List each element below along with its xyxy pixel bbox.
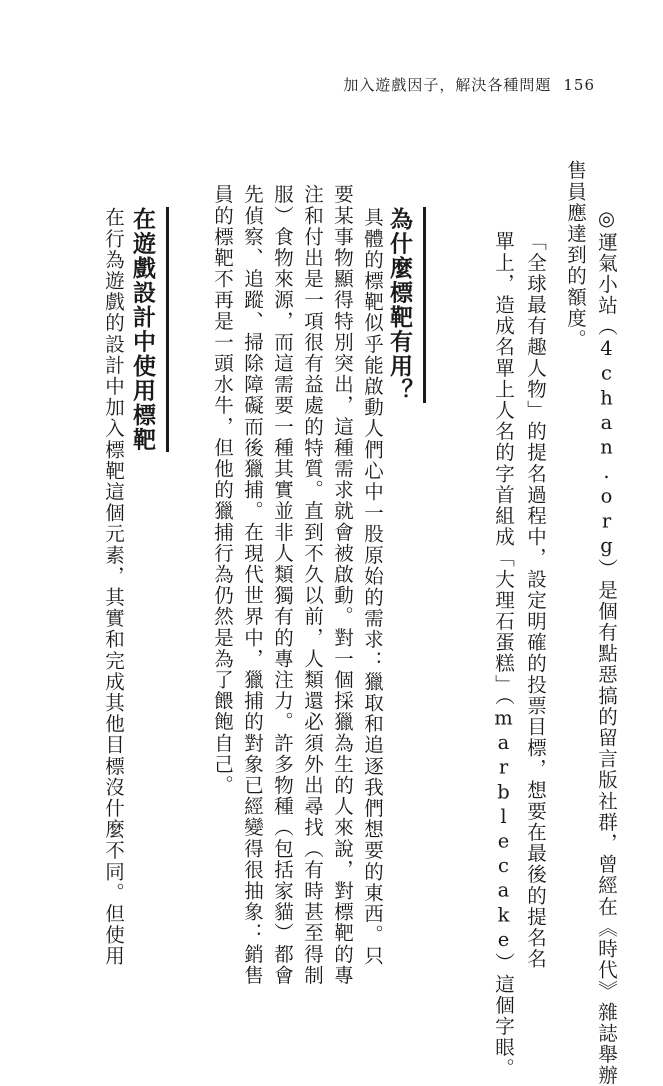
section-heading-using-targets: 在遊戲設計中使用標靶	[126, 207, 169, 452]
text-column-10: 員的標靶不再是一頭水牛，但他的獵捕行為仍然是為了餵飽自己。	[211, 184, 234, 796]
text-column-8: 服）食物來源，而這需要一種其實並非人類獨有的專注力。許多物種（包括家貓）都會	[271, 184, 294, 986]
text-column-3: 「全球最有趣人物」的提名過程中，設定明確的投票目標，想要在最後的提名名	[524, 231, 547, 970]
text-column-6: 要某事物顯得特別突出，這種需求就會被啟動。對一個採獵為生的人來說，對標靶的專	[331, 184, 354, 986]
text-column-2: ◎運氣小站（4chan.org）是個有點惡搞的留言版社群，曾經在《時代》雜誌舉辦	[595, 207, 618, 1086]
text-column-4: 單上，造成名單上人名的字首組成「大理石蛋糕」（marblecake）這個字眼。	[492, 231, 515, 1080]
text-column-1: 售員應達到的額度。	[564, 160, 587, 350]
text-column-7: 注和付出是一項很有益處的特質。直到不久以前，人類還必須外出尋找（有時甚至得制	[301, 184, 324, 986]
section-heading-why-targets: 為什麼標靶有用？	[383, 207, 426, 403]
text-column-5: 具體的標靶似乎能啟動人們心中一股原始的需求：獵取和追逐我們想要的東西。只	[361, 207, 384, 967]
running-title: 加入遊戲因子，解決各種問題	[343, 76, 552, 94]
text-column-9: 先偵察、追蹤、掃除障礙而後獵捕。在現代世界中，獵捕的對象已經變得很抽象：銷售	[241, 184, 264, 986]
text-column-11: 在行為遊戲的設計中加入標靶這個元素，其實和完成其他目標沒什麼不同。但使用	[102, 207, 125, 967]
running-header	[343, 74, 595, 95]
page-number: 156	[563, 76, 595, 94]
